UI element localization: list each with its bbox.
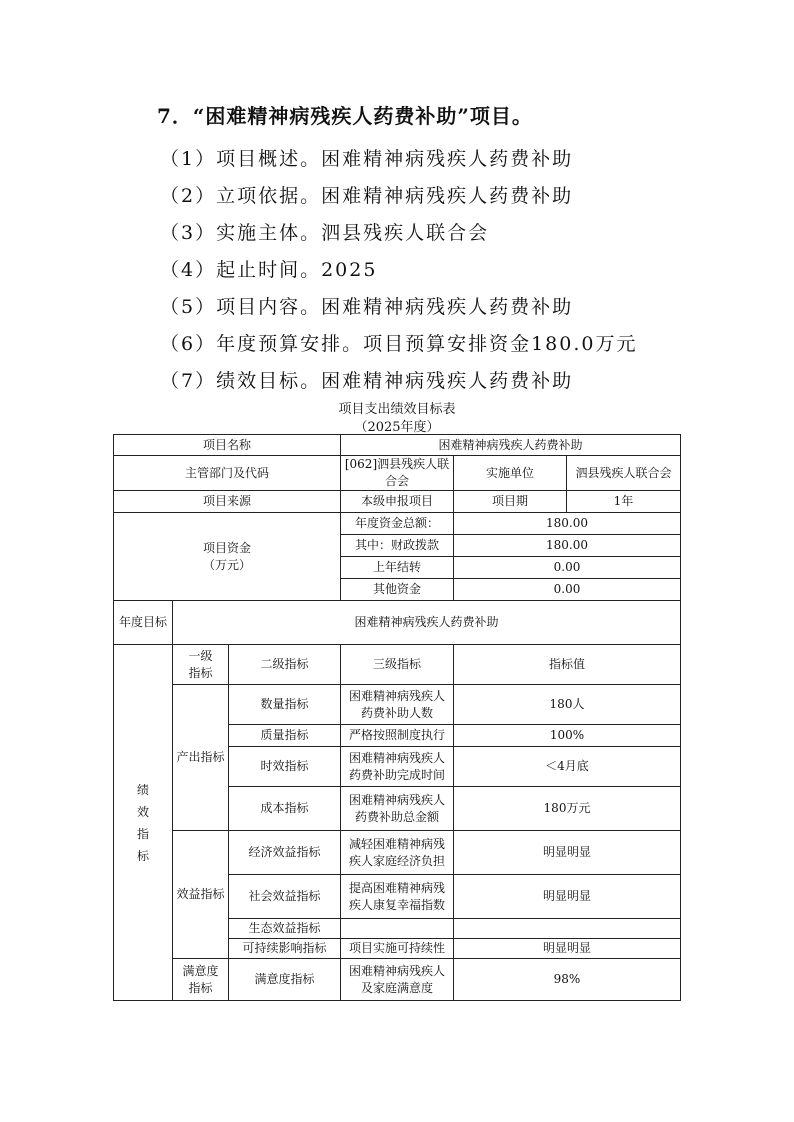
funds-label-line1: 项目资金 (202, 540, 251, 555)
satisfaction-indicator-label: 满意度指标 (173, 959, 229, 1001)
item-period: （4）起止时间。2025 (160, 259, 378, 281)
row-level2: 成本指标 (229, 787, 341, 831)
source-label: 项目来源 (114, 491, 341, 513)
row-level3: 困难精神病残疾人及家庭满意度 (341, 959, 454, 1001)
row-level3: 困难精神病残疾人药费补助人数 (341, 685, 454, 725)
funds-other-value: 0.00 (454, 579, 681, 601)
item-goal: （7）绩效目标。困难精神病残疾人药费补助 (160, 370, 574, 392)
row-level3: 困难精神病残疾人药费补助总金额 (341, 787, 454, 831)
row-level2: 质量指标 (229, 725, 341, 747)
row-value: 明显明显 (454, 831, 681, 875)
dept-value: [062]泗县残疾人联合会 (341, 456, 454, 491)
row-level3: 项目实施可持续性 (341, 939, 454, 959)
row-value: 180万元 (454, 787, 681, 831)
project-name-value: 困难精神病残疾人药费补助 (341, 435, 681, 456)
row-level2: 时效指标 (229, 747, 341, 787)
item-basis: （2）立项依据。困难精神病残疾人药费补助 (160, 185, 574, 207)
row-level2: 数量指标 (229, 685, 341, 725)
table-year: （2025年度） (354, 420, 440, 435)
header-level2: 二级指标 (229, 645, 341, 685)
row-value: 98% (454, 959, 681, 1001)
header-level1: 一级指标 (173, 645, 229, 685)
item-subject: （3）实施主体。泗县残疾人联合会 (160, 222, 490, 244)
funds-total-label: 年度资金总额： (341, 513, 454, 535)
funds-fiscal-value: 180.00 (454, 535, 681, 557)
output-indicator-label: 产出指标 (173, 685, 229, 831)
perf-label-text: 绩效指标 (136, 782, 149, 863)
unit-label: 实施单位 (454, 456, 567, 491)
project-name-label: 项目名称 (114, 435, 341, 456)
row-value: 明显明显 (454, 939, 681, 959)
item-overview: （1）项目概述。困难精神病残疾人药费补助 (160, 148, 574, 170)
table-title: 项目支出绩效目标表 (338, 402, 456, 417)
row-level2: 社会效益指标 (229, 875, 341, 919)
item-budget: （6）年度预算安排。项目预算安排资金180.0万元 (160, 333, 638, 355)
row-level2: 经济效益指标 (229, 831, 341, 875)
section-heading: 7．“困难精神病残疾人药费补助”项目。 (157, 104, 533, 128)
row-value: 100% (454, 725, 681, 747)
perf-label (114, 645, 173, 1001)
performance-table (113, 434, 681, 1001)
funds-label (114, 513, 341, 601)
funds-total-value: 180.00 (454, 513, 681, 535)
row-level3 (341, 919, 454, 939)
row-level3: 困难精神病残疾人药费补助完成时间 (341, 747, 454, 787)
unit-value: 泗县残疾人联合会 (567, 456, 681, 491)
goal-value: 困难精神病残疾人药费补助 (173, 601, 681, 645)
benefit-indicator-label: 效益指标 (173, 831, 229, 959)
header-value: 指标值 (454, 645, 681, 685)
row-level3: 提高困难精神病残疾人康复幸福指数 (341, 875, 454, 919)
item-content: （5）项目内容。困难精神病残疾人药费补助 (160, 296, 574, 318)
funds-carry-value: 0.00 (454, 557, 681, 579)
goal-label: 年度目标 (114, 601, 173, 645)
row-level3: 减轻困难精神病残疾人家庭经济负担 (341, 831, 454, 875)
funds-carry-label: 上年结转 (341, 557, 454, 579)
period-value: 1年 (567, 491, 681, 513)
row-value: ＜4月底 (454, 747, 681, 787)
row-level2: 满意度指标 (229, 959, 341, 1001)
dept-label: 主管部门及代码 (114, 456, 341, 491)
row-value (454, 919, 681, 939)
row-level3: 严格按照制度执行 (341, 725, 454, 747)
period-label: 项目期 (454, 491, 567, 513)
row-value: 明显明显 (454, 875, 681, 919)
header-level3: 三级指标 (341, 645, 454, 685)
row-level2: 生态效益指标 (229, 919, 341, 939)
funds-label-line2: （万元） (202, 557, 251, 572)
funds-fiscal-label: 其中：财政拨款 (341, 535, 454, 557)
source-value: 本级申报项目 (341, 491, 454, 513)
funds-other-label: 其他资金 (341, 579, 454, 601)
row-value: 180人 (454, 685, 681, 725)
row-level2: 可持续影响指标 (229, 939, 341, 959)
